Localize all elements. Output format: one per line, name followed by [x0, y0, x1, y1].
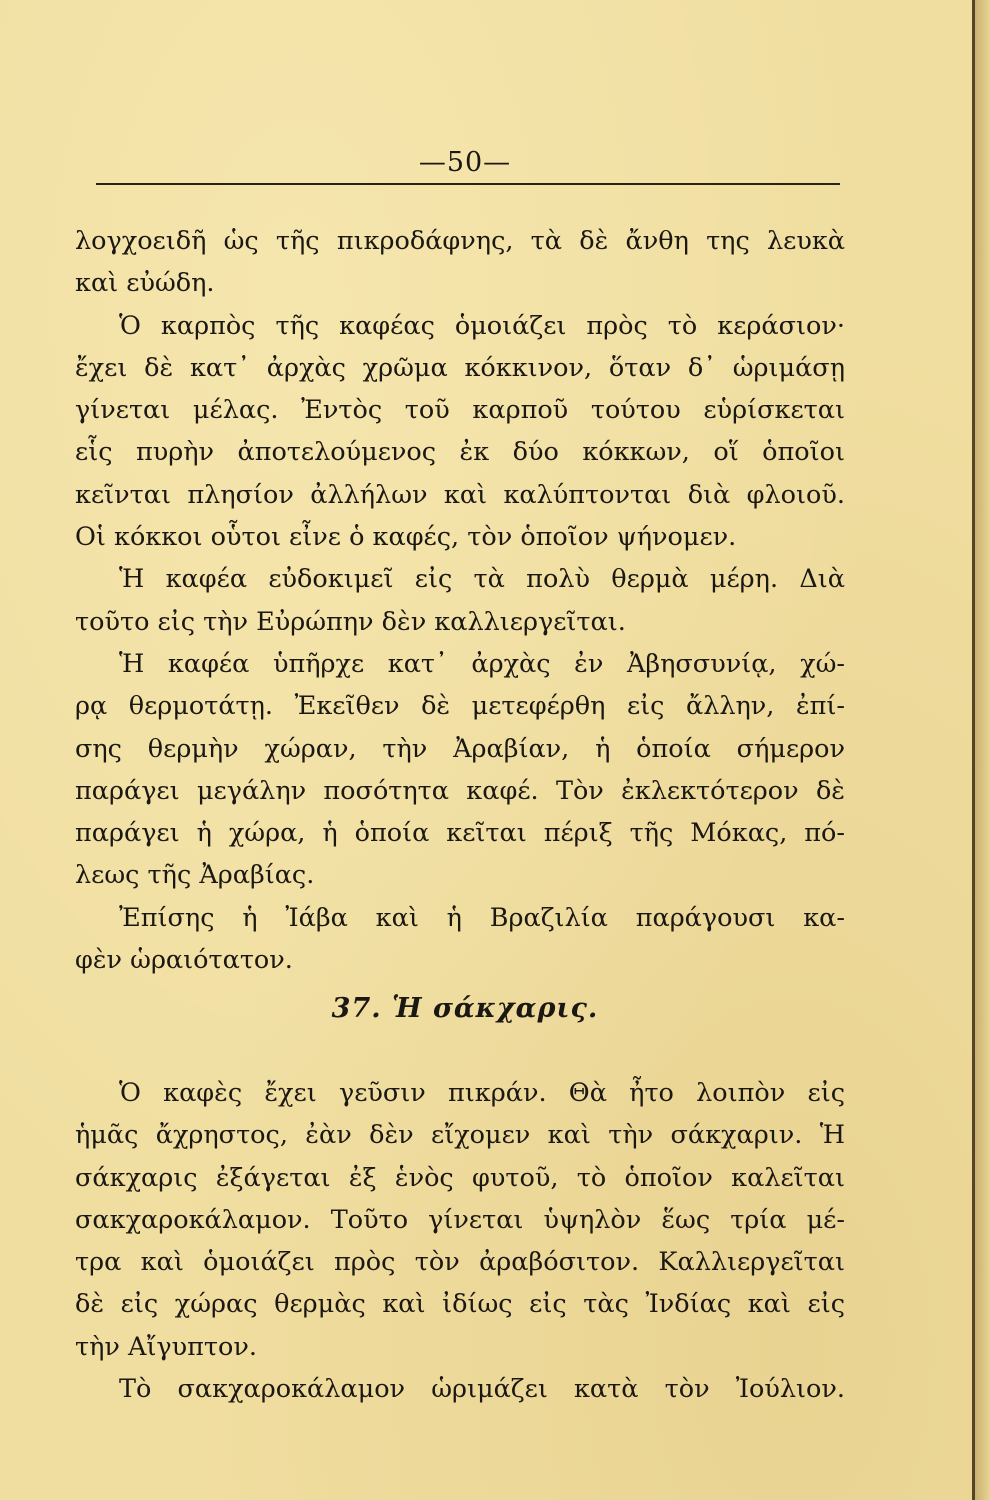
text-line: Τὸ σακχαροκάλαμον ὡριμάζει κατὰ τὸν Ἰούλιον. [119, 1374, 845, 1405]
spine-shadow [975, 0, 990, 1500]
text-line: σάκχαρις ἐξάγεται ἐξ ἑνὸς φυτοῦ, τὸ ὁποῖον καλεῖται [75, 1162, 845, 1193]
text-line: Οἱ κόκκοι οὗτοι εἶνε ὁ καφές, τὸν ὁποῖον ψήνομεν. [75, 522, 737, 553]
text-line: δὲ εἰς χώρας θερμὰς καὶ ἰδίως εἰς τὰς Ἰνδίας καὶ εἰς [75, 1289, 845, 1320]
text-line: ρᾳ θερμοτάτῃ. Ἐκεῖθεν δὲ μετεφέρθη εἰς ἄλλην, ἐπί- [75, 691, 845, 722]
text-line: Ἡ καφέα εὐδοκιμεῖ εἰς τὰ πολὺ θερμὰ μέρη. Διὰ [119, 564, 845, 595]
text-line: παράγει μεγάλην ποσότητα καφέ. Τὸν ἐκλεκτότερον δὲ [75, 775, 845, 806]
paragraph-block-coffee [75, 220, 845, 981]
text-line: καὶ εὐώδη. [75, 268, 215, 299]
text-line: Ὁ καφὲς ἔχει γεῦσιν πικράν. Θὰ ἦτο λοιπὸν εἰς [119, 1078, 845, 1108]
header-rule [96, 183, 840, 185]
text-line: σης θερμὴν χώραν, τὴν Ἀραβίαν, ἡ ὁποία σήμερον [75, 733, 845, 764]
section-heading: 37. Ἡ σάκχαρις. [331, 993, 599, 1024]
text-line: φὲν ὡραιότατον. [75, 945, 293, 976]
text-line: τὴν Αἴγυπτον. [75, 1331, 257, 1362]
text-line: ἔχει δὲ κατ᾽ ἀρχὰς χρῶμα κόκκινον, ὅταν δ᾽ ὡριμάσῃ [75, 352, 845, 383]
text-line: λογχοειδῆ ὡς τῆς πικροδάφνης, τὰ δὲ ἄνθη της λευκὰ [75, 226, 845, 256]
text-line: κεῖνται πλησίον ἀλλήλων καὶ καλύπτονται διὰ φλοιοῦ. [75, 479, 845, 510]
text-line: σακχαροκάλαμον. Τοῦτο γίνεται ὑψηλὸν ἕως τρία μέ- [75, 1204, 845, 1235]
text-line: Ὁ καρπὸς τῆς καφέας ὁμοιάζει πρὸς τὸ κεράσιον· [119, 310, 845, 341]
paragraph-block-sugar [75, 1072, 845, 1410]
text-line: τρα καὶ ὁμοιάζει πρὸς τὸν ἀραβόσιτον. Καλλιεργεῖται [75, 1247, 845, 1278]
text-line: Ἡ καφέα ὑπῆρχε κατ᾽ ἀρχὰς ἐν Ἀβησσυνίᾳ, χώ- [119, 648, 845, 679]
text-line: Ἐπίσης ἡ Ἰάβα καὶ ἡ Βραζιλία παράγουσι κα- [119, 902, 845, 933]
text-line: τοῦτο εἰς τὴν Εὐρώπην δὲν καλλιεργεῖται. [75, 606, 626, 637]
page-number: —50— [418, 147, 512, 178]
text-line: λεως τῆς Ἀραβίας. [75, 860, 315, 891]
text-line: ἡμᾶς ἄχρηστος, ἐὰν δὲν εἴχομεν καὶ τὴν σάκχαριν. Ἡ [75, 1120, 845, 1151]
text-line: γίνεται μέλας. Ἐντὸς τοῦ καρποῦ τούτου εὑρίσκεται [75, 395, 845, 426]
text-line: παράγει ἡ χώρα, ἡ ὁποία κεῖται πέριξ τῆς Μόκας, πό- [75, 818, 845, 849]
text-line: εἷς πυρὴν ἀποτελούμενος ἐκ δύο κόκκων, οἵ ὁποῖοι [75, 437, 845, 468]
